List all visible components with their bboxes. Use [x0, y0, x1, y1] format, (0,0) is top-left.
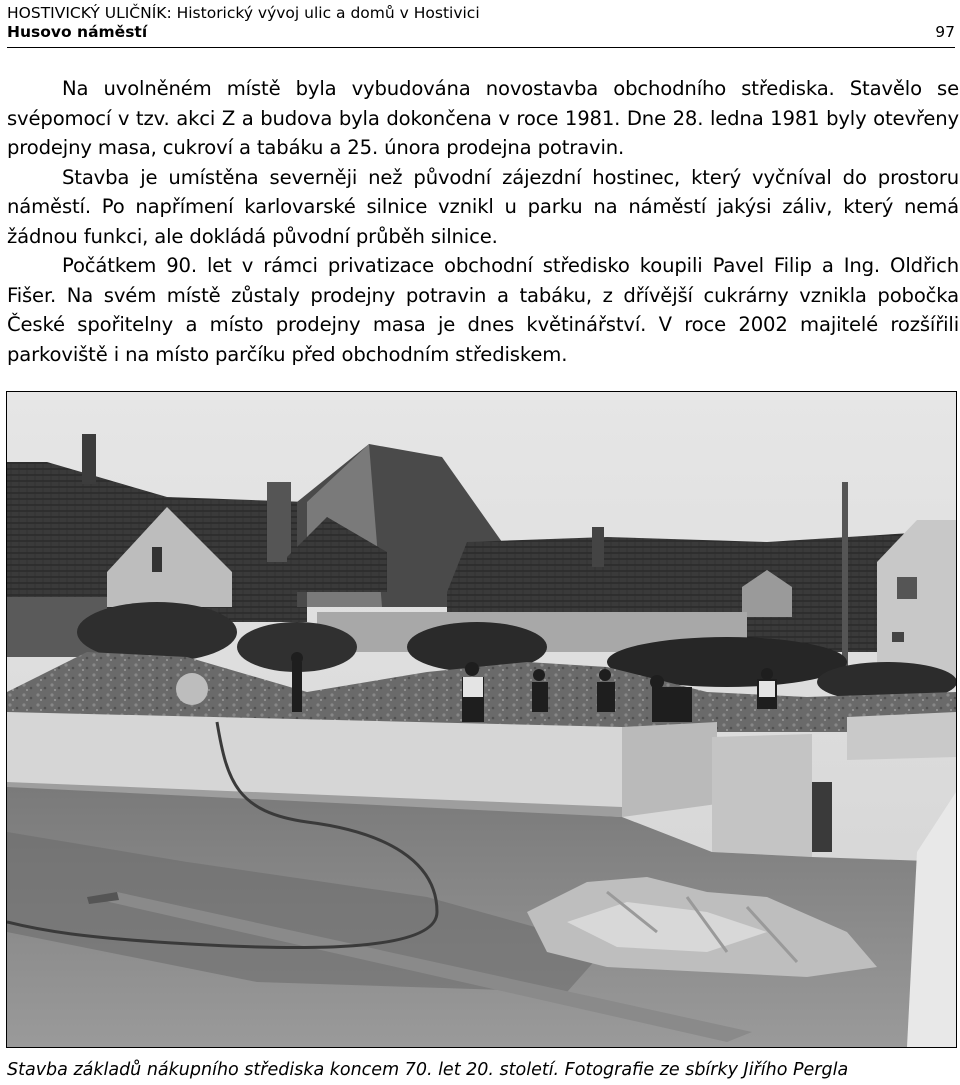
historical-photo: [6, 391, 957, 1048]
body-text: [7, 74, 959, 369]
paragraph-1: Na uvolněném místě byla vybudována novostavba obchodního střediska. Stavělo se svépomocí v tzv. akci Z a budova byla dokončena v roce 1981. Dne 28. ledna 1981 byly otevřeny prodejny masa, cukroví a tabáku a 25. února prodejna potravin.: [7, 77, 959, 159]
photo-caption: Stavba základů nákupního střediska koncem 70. let 20. století. Fotografie ze sbírky Jiřího Pergla: [7, 1060, 849, 1080]
page-number: 97: [935, 23, 955, 41]
document-title: HOSTIVICKÝ ULIČNÍK: Historický vývoj ulic a domů v Hostivici: [7, 4, 480, 22]
construction-site-photo: [7, 392, 956, 1047]
paragraph-3: Počátkem 90. let v rámci privatizace obchodní středisko koupili Pavel Filip a Ing. Oldřich Fišer. Na svém místě zůstaly prodejny potravin a tabáku, z dřívější cukrárny vznikla pobočka České spořitelny a místo prodejny masa je dnes květinářství. V roce 2002 majitelé rozšířili parkoviště i na místo parčíku před obchodním střediskem.: [7, 254, 959, 366]
section-title: Husovo náměstí: [7, 23, 148, 41]
paragraph-2: Stavba je umístěna severněji než původní zájezdní hostinec, který vyčníval do prostoru náměstí. Po napřímení karlovarské silnice vznikl u parku na náměstí jakýsi záliv, který nemá žádnou funkci, ale dokládá původní průběh silnice.: [7, 165, 959, 248]
page-header: [7, 4, 955, 42]
header-divider: [7, 47, 955, 48]
